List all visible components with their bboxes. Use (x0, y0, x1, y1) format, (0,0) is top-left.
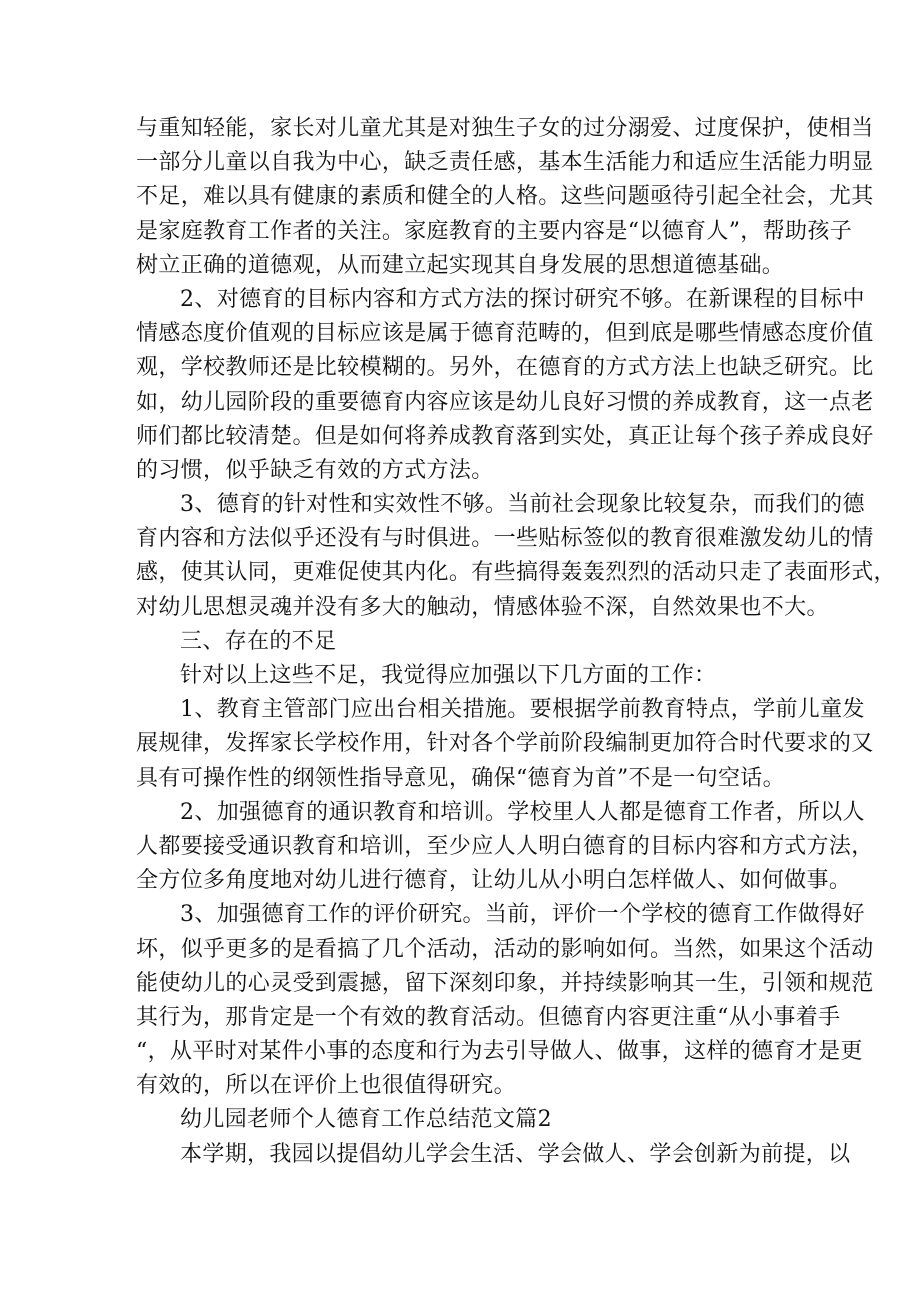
text-line: 师们都比较清楚。但是如何将养成教育落到实处，真正让每个孩子养成良好 (136, 423, 874, 449)
paragraph-first-line: 3、德育的针对性和实效性不够。当前社会现象比较复杂，而我们的德 (180, 492, 865, 518)
paragraph-first-line: 1、教育主管部门应出台相关措施。要根据学前教育特点，学前儿童发 (180, 697, 865, 723)
paragraph-first-line: 3、加强德育工作的评价研究。当前，评价一个学校的德育工作做得好 (180, 902, 865, 928)
text-line: 其行为，那肯定是一个有效的教育活动。但德育内容更注重“从小事着手 (136, 1004, 841, 1030)
text-line: 展规律，发挥家长学校作用，针对各个学前阶段编制更加符合时代要求的又 (136, 731, 874, 757)
text-line: 有效的，所以在评价上也很值得研究。 (136, 1073, 516, 1099)
text-line: 育内容和方法似乎还没有与时俱进。一些贴标签似的教育很难激发幼儿的情 (136, 526, 874, 552)
text-line: 坏，似乎更多的是看搞了几个活动，活动的影响如何。当然，如果这个活动 (136, 936, 874, 962)
text-line: 如，幼儿园阶段的重要德育内容应该是幼儿良好习惯的养成教育，这一点老 (136, 389, 874, 415)
text-line: 不足，难以具有健康的素质和健全的人格。这些问题亟待引起全社会，尤其 (136, 184, 874, 210)
text-line: 能使幼儿的心灵受到震撼，留下深刻印象，并持续影响其一生，引领和规范 (136, 970, 874, 996)
text-line: 对幼儿思想灵魂并没有多大的触动，情感体验不深，自然效果也不大。 (136, 594, 829, 620)
text-line: 与重知轻能，家长对儿童尤其是对独生子女的过分溺爱、过度保护，使相当 (136, 116, 874, 141)
text-line: 人都要接受通识教育和培训，至少应人人明白德育的目标内容和方式方法， (136, 833, 874, 859)
text-line: 感，使其认同，更难促使其内化。有些搞得轰轰烈烈的活动只走了表面形式， (136, 560, 896, 586)
text-line: 树立正确的道德观，从而建立起实现其自身发展的思想道德基础。 (136, 252, 785, 278)
text-line: 观，学校教师还是比较模糊的。另外，在德育的方式方法上也缺乏研究。比 (136, 355, 874, 381)
text-line: 的习惯，似乎缺乏有效的方式方法。 (136, 457, 494, 483)
text-line: 情感态度价值观的目标应该是属于德育范畴的，但到底是哪些情感态度价值 (136, 321, 874, 347)
text-line: 是家庭教育工作者的关注。家庭教育的主要内容是“以德育人”，帮助孩子 (136, 218, 853, 244)
paragraph-first-line: 三、存在的不足 (180, 628, 337, 654)
paragraph-first-line: 本学期，我园以提倡幼儿学会生活、学会做人、学会创新为前提，以 (180, 1141, 851, 1167)
text-line: 一部分儿童以自我为中心，缺乏责任感，基本生活能力和适应生活能力明显 (136, 150, 874, 176)
text-line: 具有可操作性的纲领性指导意见，确保“德育为首”不是一句空话。 (136, 765, 785, 791)
document-body (136, 112, 896, 1172)
paragraph-first-line: 幼儿园老师个人德育工作总结范文篇2 (180, 1107, 552, 1133)
text-line: “，从平时对某件小事的态度和行为去引导做人、做事，这样的德育才是更 (136, 1039, 863, 1065)
paragraph-first-line: 针对以上这些不足，我觉得应加强以下几方面的工作： (180, 663, 717, 688)
text-line: 全方位多角度地对幼儿进行德育，让幼儿从小明白怎样做人、如何做事。 (136, 868, 852, 894)
paragraph-first-line: 2、对德育的目标内容和方式方法的探讨研究不够。在新课程的目标中 (180, 286, 865, 312)
paragraph-first-line: 2、加强德育的通识教育和培训。学校里人人都是德育工作者，所以人 (180, 799, 865, 825)
